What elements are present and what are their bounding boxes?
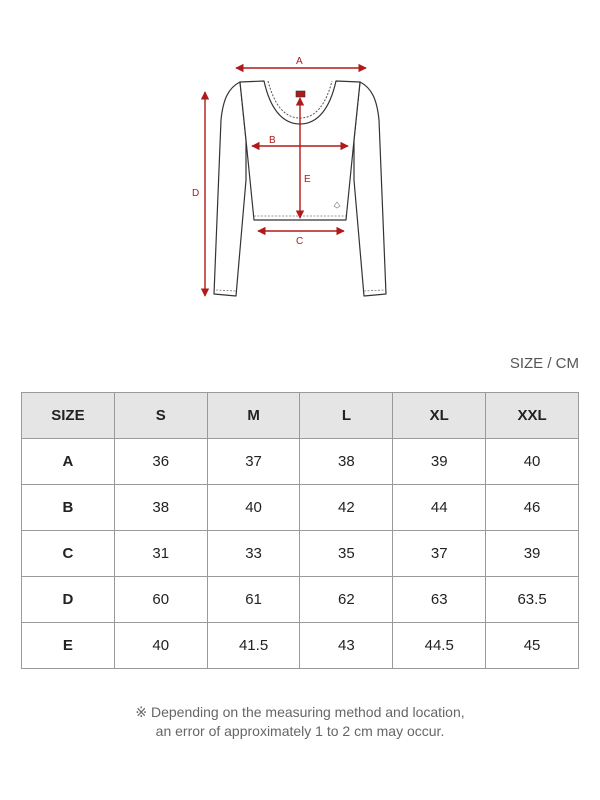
table-cell: 40 <box>114 623 207 669</box>
table-cell: 39 <box>393 439 486 485</box>
table-cell: 38 <box>300 439 393 485</box>
header-cell: XXL <box>486 393 579 439</box>
label-e: E <box>304 174 311 185</box>
row-label: B <box>22 485 115 531</box>
table-cell: 44.5 <box>393 623 486 669</box>
table-cell: 43 <box>300 623 393 669</box>
row-label: D <box>22 577 115 623</box>
table-cell: 40 <box>207 485 300 531</box>
measurement-note <box>0 703 600 741</box>
table-cell: 61 <box>207 577 300 623</box>
table-row <box>22 485 579 531</box>
table-cell: 35 <box>300 531 393 577</box>
table-cell: 38 <box>114 485 207 531</box>
table-cell: 39 <box>486 531 579 577</box>
table-cell: 44 <box>393 485 486 531</box>
table-row <box>22 577 579 623</box>
label-c: C <box>296 236 304 247</box>
note-line: ※ Depending on the measuring method and location, <box>135 704 465 720</box>
size-chart-table <box>21 392 579 669</box>
table-cell: 46 <box>486 485 579 531</box>
row-label: A <box>22 439 115 485</box>
row-label: E <box>22 623 115 669</box>
table-cell: 37 <box>393 531 486 577</box>
label-d: D <box>192 188 200 199</box>
header-cell: M <box>207 393 300 439</box>
label-b: B <box>269 135 276 146</box>
unit-label: SIZE / CM <box>509 355 579 372</box>
note-line: an error of approximately 1 to 2 cm may occur. <box>155 723 445 739</box>
header-cell: L <box>300 393 393 439</box>
table-cell: 63.5 <box>486 577 579 623</box>
header-cell: SIZE <box>22 393 115 439</box>
table-cell: 37 <box>207 439 300 485</box>
table-cell: 42 <box>300 485 393 531</box>
table-cell: 41.5 <box>207 623 300 669</box>
neck-label-icon <box>296 91 305 97</box>
table-cell: 36 <box>114 439 207 485</box>
table-header-row <box>22 393 579 439</box>
table-cell: 31 <box>114 531 207 577</box>
table-cell: 33 <box>207 531 300 577</box>
table-cell: 62 <box>300 577 393 623</box>
table-cell: 60 <box>114 577 207 623</box>
label-a: A <box>296 56 303 67</box>
table-cell: 63 <box>393 577 486 623</box>
row-label: C <box>22 531 115 577</box>
table-cell: 40 <box>486 439 579 485</box>
garment-diagram <box>0 40 600 310</box>
header-cell: XL <box>393 393 486 439</box>
header-cell: S <box>114 393 207 439</box>
table-cell: 45 <box>486 623 579 669</box>
table-row <box>22 439 579 485</box>
table-row <box>22 623 579 669</box>
table-row <box>22 531 579 577</box>
